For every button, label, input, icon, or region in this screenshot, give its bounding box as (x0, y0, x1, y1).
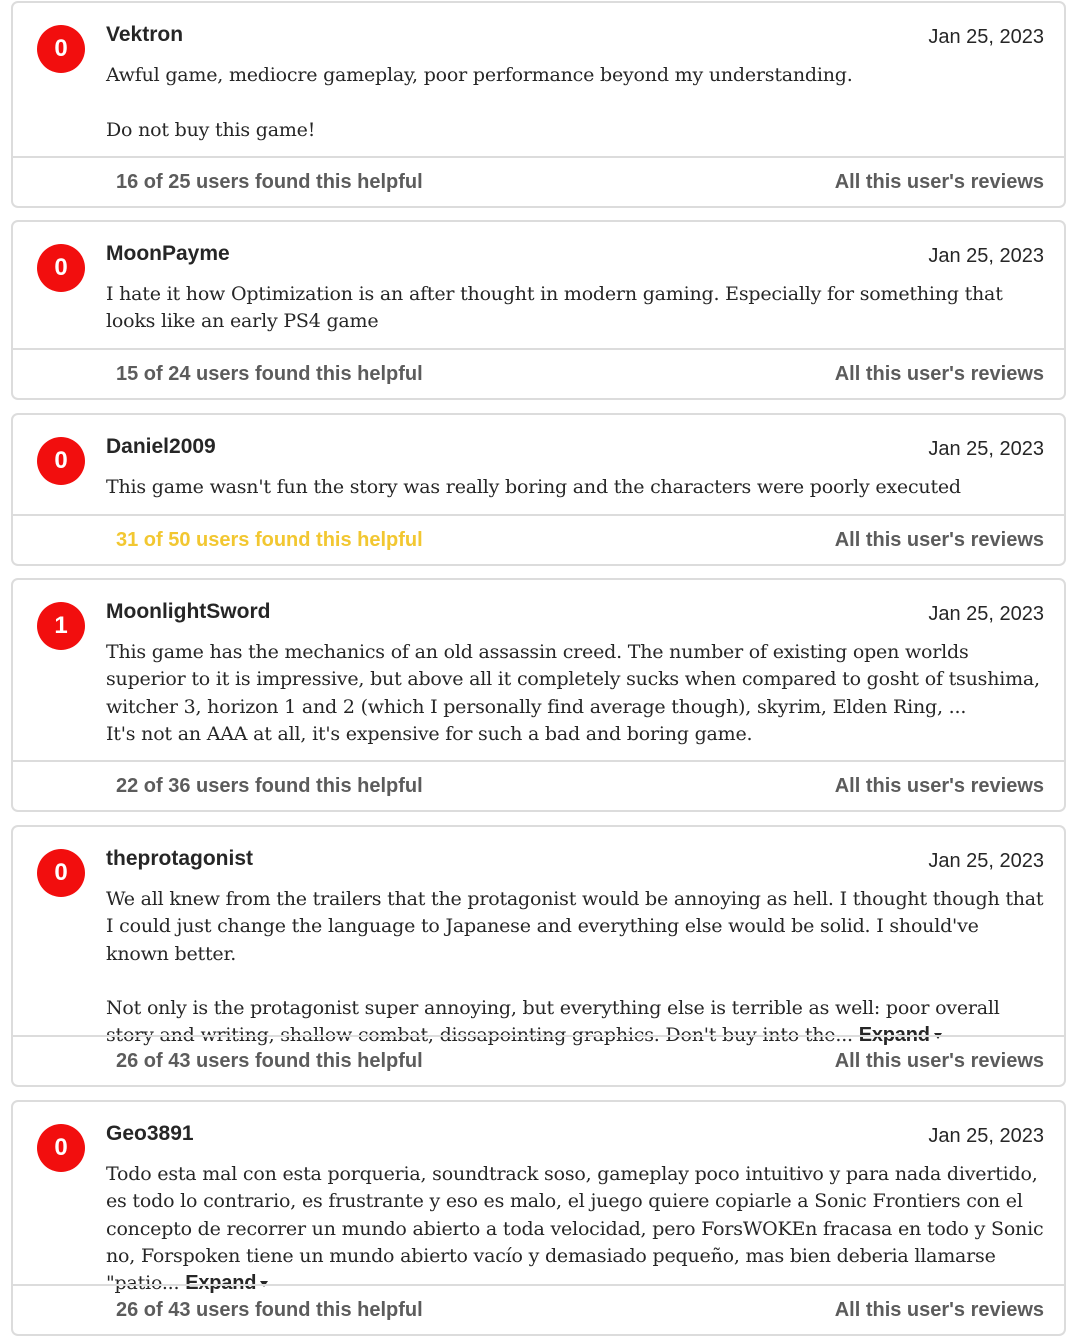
helpful-count: 15 of 24 users found this helpful (116, 363, 423, 385)
review-footer (13, 760, 1064, 810)
review-footer (13, 1035, 1064, 1085)
all-user-reviews-link[interactable]: All this user's reviews (834, 363, 1044, 385)
review-card (11, 1, 1066, 208)
review-body (13, 580, 1064, 760)
review-body (13, 3, 1064, 156)
review-text (106, 639, 1044, 748)
review-paragraph: Todo esta mal con esta porqueria, soundtrack soso, gameplay poco intuitivo y para nada divertido, es todo lo contrario, es frustrante y eso es malo, el juego quiere copiarle a Sonic Frontiers con el concepto de recorrer un mundo abierto a toda velocidad, pero ForsWOKEn fracasa en todo y Sonic no, Forspoken tiene un mundo abierto vacío y demasiado pequeño, mas bien deberia llamarse "patio... Expand (106, 1163, 1044, 1295)
review-text (106, 886, 1044, 1050)
review-text (106, 1161, 1044, 1297)
reviewer-username: MoonPayme (106, 242, 230, 265)
review-text (106, 281, 1044, 336)
review-text (106, 62, 1044, 144)
score-badge: 0 (37, 849, 85, 897)
review-footer (13, 514, 1064, 564)
reviewer-username: MoonlightSword (106, 600, 271, 623)
all-user-reviews-link[interactable]: All this user's reviews (834, 1299, 1044, 1321)
review-card (11, 1100, 1066, 1336)
helpful-count: 26 of 43 users found this helpful (116, 1050, 423, 1072)
review-paragraph: This game wasn't fun the story was really boring and the characters were poorly executed (106, 476, 961, 498)
reviewer-username: Vektron (106, 23, 184, 46)
review-footer (13, 348, 1064, 398)
score-badge: 0 (37, 437, 85, 485)
helpful-count: 16 of 25 users found this helpful (116, 171, 423, 193)
review-paragraph: Not only is the protagonist super annoying, but everything else is terrible as well: poor overall story and writing, shallow combat, dissapointing graphics. Don't buy into the... Expand (106, 997, 1000, 1047)
review-paragraph: I hate it how Optimization is an after thought in modern gaming. Especially for something that looks like an early PS4 game (106, 283, 1003, 333)
reviewer-username: Daniel2009 (106, 435, 216, 458)
review-card (11, 413, 1066, 566)
review-card (11, 578, 1066, 812)
review-body (13, 415, 1064, 514)
score-badge: 0 (37, 25, 85, 73)
review-body (13, 222, 1064, 348)
review-date: Jan 25, 2023 (928, 26, 1044, 48)
all-user-reviews-link[interactable]: All this user's reviews (834, 1050, 1044, 1072)
review-card (11, 825, 1066, 1087)
review-card (11, 220, 1066, 400)
expand-label: Expand (858, 1024, 930, 1047)
review-date: Jan 25, 2023 (928, 1125, 1044, 1147)
review-body (13, 827, 1064, 1047)
review-paragraph: This game has the mechanics of an old assassin creed. The number of existing open worlds superior to it is impressive, but above all it completely sucks when compared to gosht of tsushima, witcher 3, horizon 1 and 2 (which I personally find average though), skyrim, Elden Ring, ... It's not an AAA at all, it's expensive for such a bad and boring game. (106, 641, 1040, 745)
helpful-count: 26 of 43 users found this helpful (116, 1299, 423, 1321)
reviewer-username: theprotagonist (106, 847, 253, 870)
review-paragraph: We all knew from the trailers that the protagonist would be annoying as hell. I thought though that I could just change the language to Japanese and everything else would be solid. I should've known better. (106, 888, 1044, 965)
review-paragraph: Do not buy this game! (106, 118, 316, 141)
all-user-reviews-link[interactable]: All this user's reviews (834, 529, 1044, 551)
review-paragraph: Awful game, mediocre gameplay, poor performance beyond my understanding. (106, 64, 853, 86)
expand-label: Expand (185, 1272, 257, 1295)
score-badge: 1 (37, 602, 85, 650)
review-text (106, 474, 1044, 501)
helpful-count: 22 of 36 users found this helpful (116, 775, 423, 797)
review-footer (13, 1284, 1064, 1334)
all-user-reviews-link[interactable]: All this user's reviews (834, 775, 1044, 797)
helpful-count: 31 of 50 users found this helpful (116, 529, 423, 551)
review-date: Jan 25, 2023 (928, 850, 1044, 872)
review-body (13, 1102, 1064, 1295)
score-badge: 0 (37, 1124, 85, 1172)
score-badge: 0 (37, 244, 85, 292)
all-user-reviews-link[interactable]: All this user's reviews (834, 171, 1044, 193)
review-date: Jan 25, 2023 (928, 245, 1044, 267)
reviewer-username: Geo3891 (106, 1122, 194, 1145)
review-date: Jan 25, 2023 (928, 603, 1044, 625)
review-date: Jan 25, 2023 (928, 438, 1044, 460)
review-footer (13, 156, 1064, 206)
